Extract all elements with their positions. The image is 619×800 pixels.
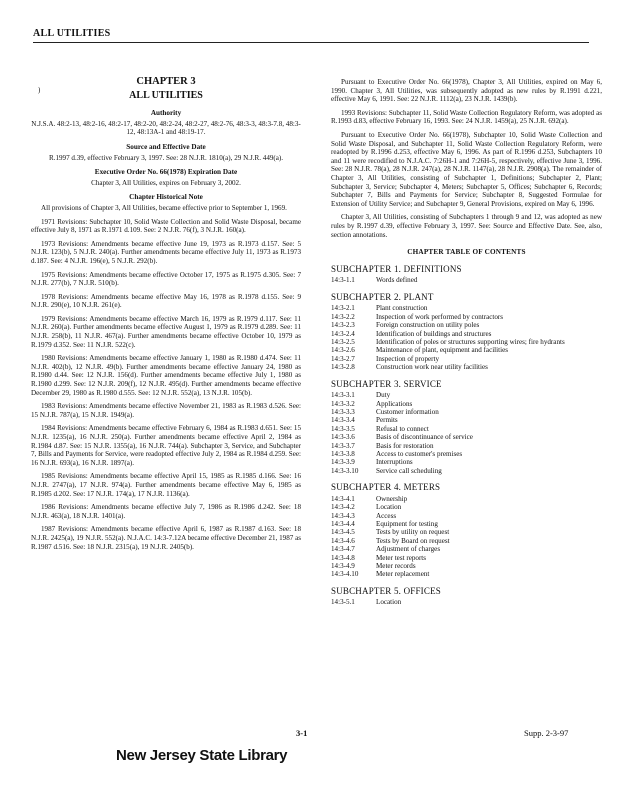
toc-entry xyxy=(331,545,602,553)
section-number: 14:3-2.8 xyxy=(331,363,355,372)
section-title: Refusal to connect xyxy=(376,424,429,433)
toc-entry xyxy=(331,520,602,528)
section-title: Plant construction xyxy=(376,304,428,313)
toc-entry xyxy=(331,346,602,354)
section-number: 14:3-2.5 xyxy=(331,337,355,346)
section-number: 14:3-3.5 xyxy=(331,424,355,433)
subchapter-heading: SUBCHAPTER 2. PLANT xyxy=(331,291,434,302)
section-title: Identification of buildings and structures xyxy=(376,329,492,338)
paragraph: 1984 Revisions: Amendments became effective February 6, 1984 as R.1983 d.651. See: 15 N.J.R. 1235(a), 16 N.J.R. 250(a). Further amendments became effective April 2, 1984 as R.1984 d.87. See: 15 N.J.R. 1355(a), 16 N.J.R. 744(a). Subchapter 3, Service, and Subchapter 7, Bills and Payments for Service, were readopted effective July 2, 1984 as R.1984 d.259. See: 16 N.J.R. 693(a), 16 N.J.R. 1897(a). xyxy=(31,424,301,467)
section-title: Tests by utility on request xyxy=(376,528,450,537)
historical-note-paragraphs xyxy=(31,204,301,551)
paragraph: 1986 Revisions: Amendments became effective July 7, 1986 as R.1986 d.242. See: 18 N.J.R. 463(a), 18 N.J.R. 1401(a). xyxy=(31,503,301,520)
section-title: Basis for restoration xyxy=(376,441,434,450)
paragraph: 1980 Revisions: Amendments became effective January 1, 1980 as R.1980 d.474. See: 11 N.J.R. 402(b), 12 N.J.R. 49(b). Further amendments became effective January 24, 1980 as R.1980 d.44. See: 12 N.J.R. 156(d). Further amendments became effective July 1, 1980 as R.1980 d.299. See: 12 N.J.R. 209(f), 12 N.J.R. 495(d). Further amendments became effective December 29, 1980 as R.1980 d.555. See: 12 N.J.R. 552(a), 13 N.J.R. 105(b). xyxy=(31,354,301,397)
toc-entry xyxy=(331,425,602,433)
section-number: 14:3-4.8 xyxy=(331,553,355,562)
toc-entry xyxy=(331,400,602,408)
toc-entry xyxy=(331,338,602,346)
section-title: Access to customer's premises xyxy=(376,449,463,458)
section-number: 14:3-4.1 xyxy=(331,494,355,503)
toc-entry xyxy=(331,467,602,475)
section-title: Meter test reports xyxy=(376,553,427,562)
toc-entry xyxy=(331,355,602,363)
section-title: Ownership xyxy=(376,494,408,503)
section-number: 14:3-2.7 xyxy=(331,354,355,363)
left-column xyxy=(31,78,301,556)
section-number: 14:3-3.9 xyxy=(331,458,355,467)
section-number: 14:3-3.2 xyxy=(331,399,355,408)
section-number: 14:3-2.4 xyxy=(331,329,355,338)
paragraph: Chapter 3, All Utilities, consisting of Subchapters 1 through 9 and 12, was adopted as new rules by R.1997 d.39, effective February 3, 1997. See: Source and Effective Date. See, also, section annotations. xyxy=(331,213,602,239)
section-title: Location xyxy=(376,598,402,607)
section-title: Adjustment of charges xyxy=(376,545,441,554)
toc-entry xyxy=(331,458,602,466)
chapter-title: ALL UTILITIES xyxy=(129,89,203,101)
toc-entry xyxy=(331,363,602,371)
authority-text: N.J.S.A. 48:2-13, 48:2-16, 48:2-17, 48:2-20, 48:2-24, 48:2-27, 48:2-76, 48:3-3, 48:3-7.8, 48:3-12, 48:13A-1 and 48:19-17. xyxy=(31,119,301,137)
toc-entry xyxy=(331,313,602,321)
section-title: Customer information xyxy=(376,407,439,416)
paragraph: 1971 Revisions: Subchapter 10, Solid Waste Collection and Solid Waste Disposal, became effective July 8, 1971 as R.1971 d.109. See: 2 N.J.R. 76(f), 3 N.J.R. 160(a). xyxy=(31,217,301,235)
toc-entry xyxy=(331,276,602,284)
section-number: 14:3-4.4 xyxy=(331,520,355,528)
section-number: 14:3-3.10 xyxy=(331,466,359,475)
toc-entry xyxy=(331,450,602,458)
paragraph: All provisions of Chapter 3, All Utilities, became effective prior to September 1, 1969. xyxy=(41,203,287,212)
section-title: Permits xyxy=(376,416,398,425)
subchapter-heading: SUBCHAPTER 1. DEFINITIONS xyxy=(331,263,462,274)
historical-note-heading: Chapter Historical Note xyxy=(129,193,203,202)
subchapter-heading: SUBCHAPTER 4. METERS xyxy=(331,482,441,493)
section-title: Inspection of work performed by contractors xyxy=(376,312,504,321)
paragraph: 1985 Revisions: Amendments became effective April 15, 1985 as R.1985 d.166. See: 16 N.J.R. 2747(a), 17 N.J.R. 974(a). Further amendments became effective May 6, 1985 as R.1985 d.202. See: 17 N.J.R. 174(a), 17 N.J.R. 1136(a). xyxy=(31,472,301,498)
section-title: Meter replacement xyxy=(376,570,430,579)
subchapter-heading: SUBCHAPTER 5. OFFICES xyxy=(331,585,441,596)
toc-entry xyxy=(331,562,602,570)
section-title: Tests by Board on request xyxy=(376,536,450,545)
section-number: 14:3-4.5 xyxy=(331,528,355,537)
page-number: 3-1 xyxy=(296,728,308,738)
exec-order-heading: Executive Order No. 66(1978) Expiration Date xyxy=(94,168,238,177)
section-title: Equipment for testing xyxy=(376,520,438,528)
toc-entry xyxy=(331,321,602,329)
toc-entry xyxy=(331,442,602,450)
toc-entry xyxy=(331,528,602,536)
header-rule xyxy=(33,42,589,43)
section-title: Location xyxy=(376,503,402,512)
section-title: Construction work near utility facilities xyxy=(376,363,488,372)
section-number: 14:3-3.3 xyxy=(331,407,355,416)
section-number: 14:3-2.6 xyxy=(331,346,355,355)
section-number: 14:3-3.7 xyxy=(331,441,355,450)
section-number: 14:3-2.1 xyxy=(331,304,355,313)
toc-entry xyxy=(331,416,602,424)
table-of-contents xyxy=(331,265,602,607)
section-title: Duty xyxy=(376,391,391,400)
paragraph: 1983 Revisions: Amendments became effective November 21, 1983 as R.1983 d.526. See: 15 N.J.R. 787(a), 15 N.J.R. 1949(a). xyxy=(31,402,301,419)
toc-entry xyxy=(331,330,602,338)
section-title: Interruptions xyxy=(376,458,413,467)
source-heading: Source and Effective Date xyxy=(126,142,206,151)
subchapter-heading: SUBCHAPTER 3. SERVICE xyxy=(331,378,442,389)
section-title: Applications xyxy=(376,399,413,408)
section-number: 14:3-3.4 xyxy=(331,416,355,425)
toc-entry xyxy=(331,598,602,606)
supplement-date: Supp. 2-3-97 xyxy=(524,728,569,738)
toc-entry xyxy=(331,503,602,511)
paragraph: Pursuant to Executive Order No. 66(1978), Subchapter 10, Solid Waste Collection and Solid Waste Disposal, and Subchapter 11, Solid Waste Collection Regulatory Reform, were readopted by R.1996 d.253, effective May 6, 1996. As part of R.1996 d.253, Subchapters 10 and 11 were recodified to N.J.A.C. 7:26H-1 and 7:26H-5, respectively, effective June 3, 1996. See: 28 N.J.R. 78(a), 28 N.J.R. 247(a), 28 N.J.R. 1147(a), 28 N.J.R. 2908(a). The remainder of Chapter 3, All Utilities, consisting of Subchapter 1, Definitions; Subchapter 2, Plant; Subchapter 3, Service; Subchapter 4, Meters; Subchapter 5, Offices; Subchapter 6, Records; Subchapter 7, Bills and Payments for Service; Subchapter 8, Suggested Formulae for Extension of Utility Service; and Subchapter 9, General Provisions, expired on May 6, 1996. xyxy=(331,130,602,208)
paragraph: 1987 Revisions: Amendments became effective April 6, 1987 as R.1987 d.163. See: 18 N.J.R. 2425(a), 19 N.J.R. 552(a). N.J.A.C. 14:3-7.12A became effective December 21, 1987 as R.1987 d.516. See: 18 N.J.R. 2315(a), 19 N.J.R. 2405(b). xyxy=(31,525,301,551)
section-title: Foreign construction on utility poles xyxy=(376,321,480,330)
section-title: Access xyxy=(376,511,397,520)
section-number: 14:3-4.3 xyxy=(331,511,355,520)
paragraph: 1978 Revisions: Amendments became effective May 16, 1978 as R.1978 d.155. See: 9 N.J.R. 290(e), 10 N.J.R. 261(e). xyxy=(31,292,301,310)
toc-entry xyxy=(331,304,602,312)
toc-entry xyxy=(331,570,602,578)
exec-order-text: Chapter 3, All Utilities, expires on February 3, 2002. xyxy=(91,178,241,187)
section-number: 14:3-3.8 xyxy=(331,449,355,458)
authority-heading: Authority xyxy=(150,109,182,118)
section-number: 14:3-4.6 xyxy=(331,536,355,545)
section-number: 14:3-4.9 xyxy=(331,562,355,571)
paragraph: 1993 Revisions: Subchapter 11, Solid Waste Collection Regulatory Reform, was adopted as R.1993 d.83, effective February 16, 1993. See: 24 N.J.R. 1459(a), 25 N.J.R. 692(a). xyxy=(331,108,602,126)
toc-entry xyxy=(331,408,602,416)
source-text: R.1997 d.39, effective February 3, 1997. See: 28 N.J.R. 1810(a), 29 N.J.R. 449(a). xyxy=(48,153,284,162)
section-title: Maintenance of plant, equipment and facilities xyxy=(376,346,508,355)
section-number: 14:3-3.1 xyxy=(331,391,355,400)
section-title: Words defined xyxy=(376,276,418,285)
paragraph: Pursuant to Executive Order No. 66(1978), Chapter 3, All Utilities, expired on May 6, 1990. Chapter 3, All Utilities, was subsequently adopted as new rules by R.1991 d.221, effective May 6, 1991. See: 22 N.J.R. 1112(a), 23 N.J.R. 1439(b). xyxy=(331,78,602,104)
section-number: 14:3-4.10 xyxy=(331,570,359,579)
toc-entry xyxy=(331,512,602,520)
section-title: Service call scheduling xyxy=(376,466,442,475)
section-title: Inspection of property xyxy=(376,354,440,363)
toc-entry xyxy=(331,495,602,503)
section-title: Meter records xyxy=(376,562,416,571)
section-number: 14:3-3.6 xyxy=(331,433,355,442)
chapter-number: CHAPTER 3 xyxy=(136,76,196,87)
toc-title: CHAPTER TABLE OF CONTENTS xyxy=(407,248,526,257)
section-number: 14:3-5.1 xyxy=(331,598,355,607)
paragraph: 1979 Revisions: Amendments became effective March 16, 1979 as R.1979 d.117. See: 11 N.J.R. 260(a). Further amendments became effective August 1, 1979 as R.1979 d.289. See: 11 N.J.R. 258(b), 11 N.J.R. 467(a). Further amendments became effective October 10, 1979 as R.1979 d.352. See: 11 N.J.R. 522(c). xyxy=(31,314,301,349)
section-number: 14:3-4.2 xyxy=(331,503,355,512)
section-title: Basis of discontinuance of service xyxy=(376,433,473,442)
running-header: ALL UTILITIES xyxy=(33,28,111,39)
right-paragraphs xyxy=(331,78,602,239)
toc-entry xyxy=(331,537,602,545)
toc-entry xyxy=(331,433,602,441)
toc-entry xyxy=(331,391,602,399)
section-number: 14:3-4.7 xyxy=(331,545,355,554)
right-column xyxy=(331,78,602,607)
toc-entry xyxy=(331,554,602,562)
section-number: 14:3-2.3 xyxy=(331,321,355,330)
section-number: 14:3-2.2 xyxy=(331,312,355,321)
paragraph: 1973 Revisions: Amendments became effective June 19, 1973 as R.1973 d.157. See: 5 N.J.R. 123(b), 5 N.J.R. 240(a). Further amendments became effective July 11, 1973 as R.1973 d.187. See: 4 N.J.R. 196(e), 5 N.J.R. 292(b). xyxy=(31,239,301,265)
section-title: Identification of poles or structures supporting wires; fire hydrants xyxy=(376,337,565,346)
section-number: 14:3-1.1 xyxy=(331,276,355,285)
paragraph: 1975 Revisions: Amendments became effective October 17, 1975 as R.1975 d.305. See: 7 N.J.R. 277(b), 7 N.J.R. 510(b). xyxy=(31,270,301,288)
library-stamp: New Jersey State Library xyxy=(116,747,288,764)
margin-mark: ) xyxy=(38,86,41,94)
